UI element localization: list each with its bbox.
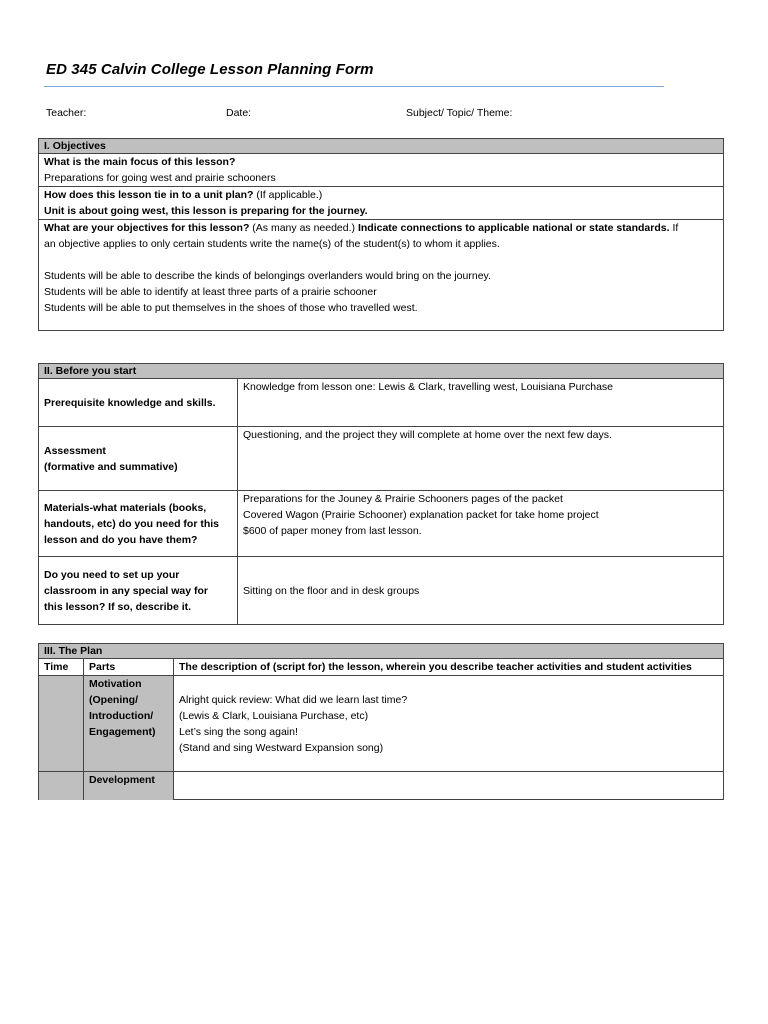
setup-label: Do you need to set up your classroom in any special way for this lesson? If so, describe it.: [39, 557, 238, 625]
objectives-focus-cell: [39, 154, 724, 187]
plan-table: [38, 643, 724, 800]
development-script: [174, 772, 724, 800]
standards-instruction: Indicate connections to applicable national or state standards.: [357, 222, 670, 234]
date-label: Date:: [226, 107, 252, 119]
plan-heading: III. The Plan: [39, 644, 724, 659]
col-time: Time: [39, 659, 84, 676]
title-underline: [44, 86, 664, 87]
unit-question-note: (If applicable.): [253, 189, 323, 201]
objective-item: Students will be able to put themselves in the shoes of those who travelled west.: [44, 302, 418, 314]
unit-answer: Unit is about going west, this lesson is preparing for the journey.: [44, 205, 368, 217]
motivation-part: Motivation (Opening/ Introduction/ Engagement): [84, 676, 174, 772]
focus-question: What is the main focus of this lesson?: [44, 156, 236, 168]
objectives-heading: I. Objectives: [39, 139, 724, 154]
assessment-label: Assessment (formative and summative): [39, 427, 238, 491]
materials-label: Materials-what materials (books, handouts, etc) do you need for this lesson and do you have them?: [39, 491, 238, 557]
objective-item: Students will be able to identify at least three parts of a prairie schooner: [44, 286, 377, 298]
form-title: ED 345 Calvin College Lesson Planning Form: [46, 61, 374, 78]
development-part: Development: [84, 772, 174, 800]
objectives-question: What are your objectives for this lesson?: [44, 222, 250, 234]
prereq-label: Prerequisite knowledge and skills.: [39, 379, 238, 427]
objectives-table: [38, 138, 724, 331]
objectives-question-tail: If: [669, 222, 679, 234]
materials-value: Preparations for the Jouney & Prairie Schooners pages of the packet Covered Wagon (Prairie Schooner) explanation packet for take home project $600 of paper money from last lesson.: [238, 491, 724, 557]
motivation-time: [39, 676, 84, 772]
motivation-script: Alright quick review: What did we learn last time? (Lewis & Clark, Louisiana Purchase, etc) Let’s sing the song again! (Stand and sing Westward Expansion song): [174, 676, 724, 772]
focus-answer: Preparations for going west and prairie schooners: [44, 172, 276, 184]
prereq-value: Knowledge from lesson one: Lewis & Clark, travelling west, Louisiana Purchase: [238, 379, 724, 427]
assessment-value: Questioning, and the project they will complete at home over the next few days.: [238, 427, 724, 491]
development-time: [39, 772, 84, 800]
objectives-unit-cell: [39, 187, 724, 220]
subject-label: Subject/ Topic/ Theme:: [406, 107, 513, 119]
unit-question: How does this lesson tie in to a unit plan?: [44, 189, 254, 201]
col-description: The description of (script for) the lesson, wherein you describe teacher activities and student activities: [174, 659, 724, 676]
objectives-question-note: (As many as needed.): [249, 222, 358, 234]
before-you-start-table: [38, 363, 724, 625]
objectives-list-cell: [39, 220, 724, 331]
col-parts: Parts: [84, 659, 174, 676]
teacher-label: Teacher:: [46, 107, 87, 119]
objectives-question-line2: an objective applies to only certain students write the name(s) of the student(s) to whom it applies.: [44, 238, 500, 250]
before-heading: II. Before you start: [39, 364, 724, 379]
objective-item: Students will be able to describe the kinds of belongings overlanders would bring on the journey.: [44, 270, 491, 282]
setup-value: Sitting on the floor and in desk groups: [238, 557, 724, 625]
